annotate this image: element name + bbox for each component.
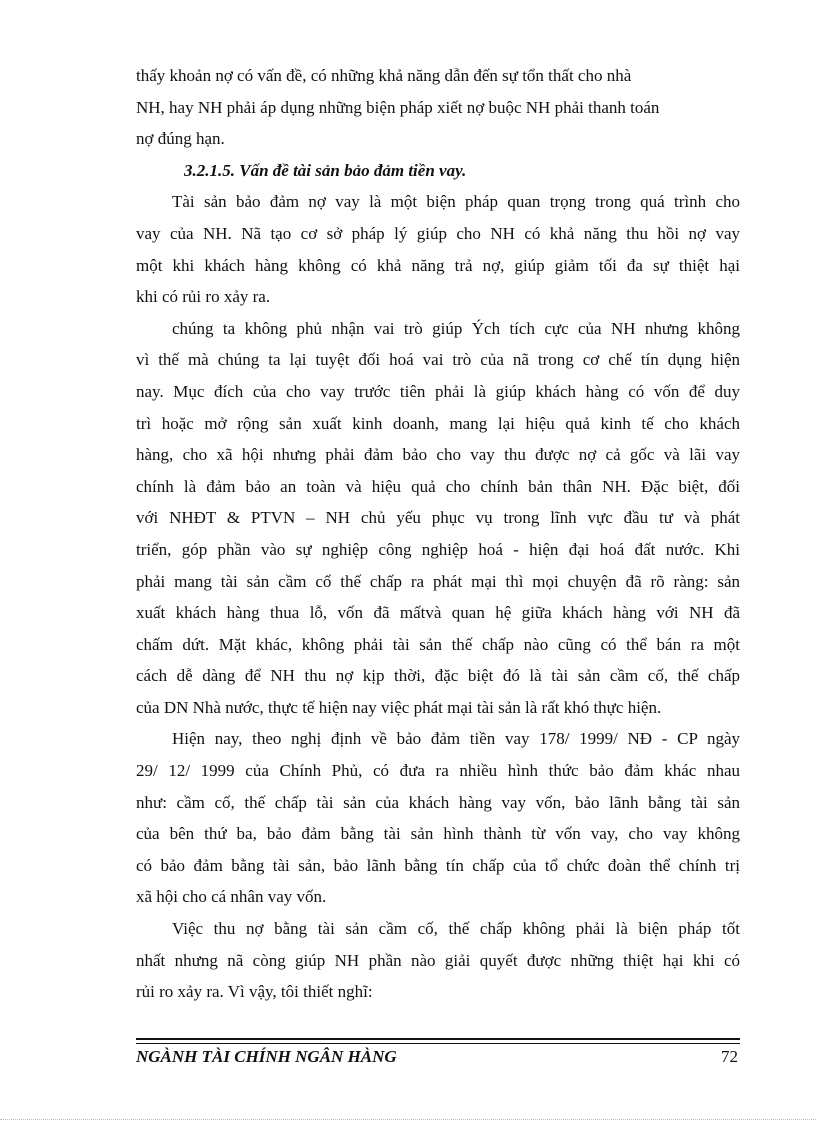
text-line: chúng ta không phủ nhận vai trò giúp Ých tích cực của NH nhưng không (172, 318, 740, 338)
text-line: cách dễ dàng để NH thu nợ kịp thời, đặc biệt đó là tài sản cầm cố, thế chấp (136, 666, 740, 686)
text-line: như: cầm cố, thế chấp tài sản của khách hàng vay vốn, bảo lãnh bằng tài sản (136, 792, 740, 812)
text-line: của bên thứ ba, bảo đảm bằng tài sản hình thành từ vốn vay, cho vay không (136, 824, 740, 844)
text-line: nay. Mục đích của cho vay trước tiên phải là giúp khách hàng có vốn để duy (136, 381, 740, 401)
page-number: 72 (721, 1047, 738, 1066)
text-line: xã hội cho cá nhân vay vốn. (136, 887, 327, 907)
footer-title: NGÀNH TÀI CHÍNH NGÂN HÀNG (136, 1047, 397, 1066)
text-line: xuất khách hàng thua lỗ, vốn đã mấtvà quan hệ giữa khách hàng với NH đã (136, 603, 740, 623)
text-line: phải mang tài sản cầm cố thế chấp ra phát mại thì mọi chuyện đã rõ ràng: sản (136, 571, 740, 591)
text-line: một khi khách hàng không có khả năng trả nợ, giúp giảm tối đa sự thiệt hại (136, 255, 740, 275)
text-line: Tài sản bảo đảm nợ vay là một biện pháp quan trọng trong quá trình cho (172, 192, 740, 212)
section-heading: 3.2.1.5. Vấn đề tài sản bảo đảm tiền vay. (184, 160, 467, 180)
text-line: 29/ 12/ 1999 của Chính Phủ, có đưa ra nhiều hình thức bảo đảm khác nhau (136, 761, 740, 781)
footer-rule-thin (136, 1043, 740, 1044)
text-line: khi có rủi ro xảy ra. (136, 287, 271, 307)
text-line: triển, góp phần vào sự nghiệp công nghiệp hoá - hiện đại hoá đất nước. Khi (136, 539, 740, 559)
text-line: Hiện nay, theo nghị định về bảo đảm tiền vay 178/ 1999/ NĐ - CP ngày (172, 729, 740, 749)
text-line: vay của NH. Nã tạo cơ sở pháp lý giúp cho NH có khả năng thu hồi nợ vay (136, 223, 740, 243)
text-line: của DN Nhà nước, thực tế hiện nay việc phát mại tài sản là rất khó thực hiện. (136, 697, 662, 717)
text-line: NH, hay NH phải áp dụng những biện pháp xiết nợ buộc NH phải thanh toán (136, 97, 660, 117)
text-line: trì hoặc mở rộng sản xuất kinh doanh, mang lại hiệu quả kinh tế cho khách (136, 413, 740, 433)
text-line: chấm dứt. Mặt khác, không phải tài sản thế chấp nào cũng có thể bán ra một (136, 634, 740, 654)
text-line: nhất nhưng nã còng giúp NH phần nào giải quyết được những thiệt hại khi có (136, 950, 740, 970)
footer-rule-thick (136, 1038, 740, 1040)
text-line: hàng, cho xã hội nhưng phải đảm bảo cho vay thu được nợ cả gốc và lãi vay (136, 445, 740, 465)
body-text (136, 60, 740, 1008)
text-line: với NHĐT & PTVN – NH chủ yếu phục vụ trong lĩnh vực đầu tư và phát (136, 508, 740, 528)
text-line: nợ đúng hạn. (136, 129, 225, 149)
text-line: vì thế mà chúng ta lại tuyệt đối hoá vai trò của nã trong cơ chế tín dụng hiện (136, 350, 740, 370)
page-edge-dotted-line (0, 1119, 816, 1120)
text-line: chính là đảm bảo an toàn và hiệu quả cho chính bản thân NH. Đặc biệt, đối (136, 476, 740, 496)
text-line: rủi ro xảy ra. Vì vậy, tôi thiết nghĩ: (136, 982, 373, 1002)
text-line: Việc thu nợ bằng tài sản cầm cố, thế chấp không phải là biện pháp tốt (172, 919, 740, 939)
text-line: thấy khoản nợ có vấn đề, có những khả năng dẫn đến sự tổn thất cho nhà (136, 66, 632, 85)
text-line: có bảo đảm bằng tài sản, bảo lãnh bằng tín chấp của tổ chức đoàn thể chính trị (136, 855, 740, 875)
